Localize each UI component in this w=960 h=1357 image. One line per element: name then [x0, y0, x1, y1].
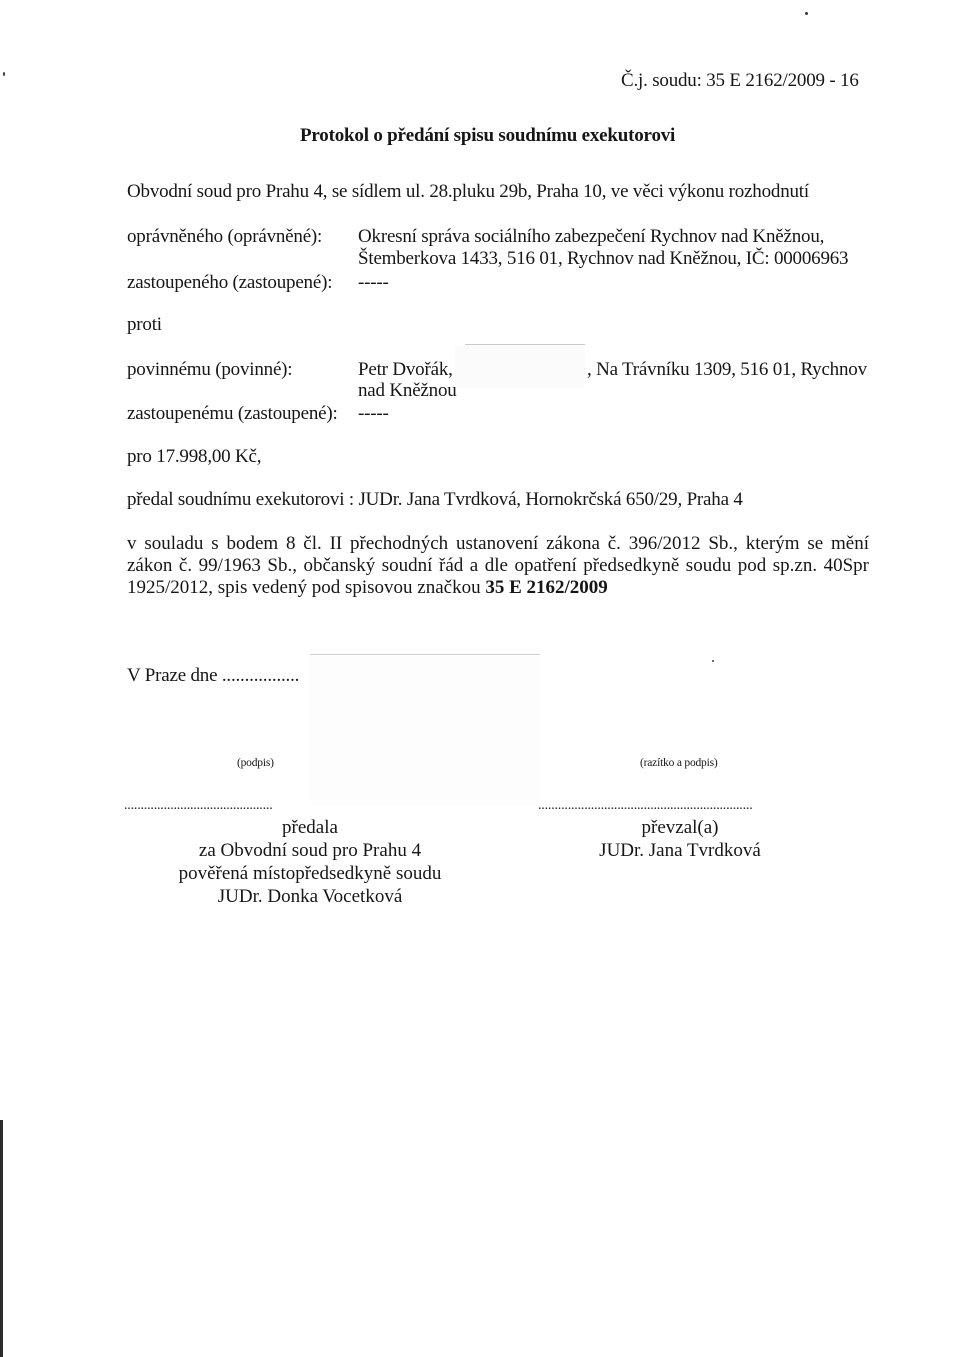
- creditor-name: Okresní správa sociálního zabezpečení Rychnov nad Kněžnou,: [358, 226, 825, 247]
- scan-speck: [805, 12, 808, 15]
- file-mark: 35 E 2162/2009: [485, 577, 608, 598]
- debtor-address-continued: nad Kněžnou: [358, 380, 457, 401]
- scan-edge: [0, 1120, 3, 1357]
- amount: pro 17.998,00 Kč,: [127, 446, 262, 467]
- debtor-rep-value: -----: [358, 403, 389, 424]
- handed-over-by: předala: [282, 817, 338, 838]
- document-title: Protokol o předání spisu soudnímu exekutorovi: [300, 125, 676, 146]
- place-and-date: V Praze dne .................: [127, 665, 300, 686]
- creditor-label: oprávněného (oprávněné):: [127, 226, 323, 247]
- signature-line-left: .............................................: [124, 798, 273, 813]
- redaction-box: [455, 346, 585, 388]
- scan-speck: [712, 660, 714, 662]
- creditor-address: Štemberkova 1433, 516 01, Rychnov nad Kněžnou, IČ: 00006963: [358, 248, 849, 269]
- authorized-role: pověřená místopředsedkyně soudu: [178, 863, 442, 884]
- intro-paragraph: Obvodní soud pro Prahu 4, se sídlem ul. 28.pluku 29b, Praha 10, ve věci výkonu rozhodnutí: [127, 181, 809, 202]
- stamp-area-edge: [310, 654, 540, 655]
- signatory-name-right: JUDr. Jana Tvrdková: [599, 840, 761, 861]
- case-reference: Č.j. soudu: 35 E 2162/2009 - 16: [621, 70, 859, 91]
- signatory-name-left: JUDr. Donka Vocetková: [217, 886, 403, 907]
- legal-paragraph: [127, 533, 869, 599]
- signature-caption-right: (razítko a podpis): [640, 757, 718, 769]
- debtor-name: Petr Dvořák,: [358, 359, 453, 380]
- debtor-label: povinnému (povinné):: [127, 359, 293, 380]
- signature-block-left: [120, 816, 500, 908]
- handover-statement: předal soudnímu exekutorovi : JUDr. Jana Tvrdková, Hornokrčská 650/29, Praha 4: [127, 489, 743, 510]
- signature-line-right: .................................................................: [538, 798, 753, 813]
- on-behalf-of-court: za Obvodní soud pro Prahu 4: [198, 840, 422, 861]
- debtor-address: , Na Trávníku 1309, 516 01, Rychnov: [587, 359, 867, 380]
- scan-speck: [3, 72, 5, 76]
- debtor-rep-label: zastoupenému (zastoupené):: [127, 403, 338, 424]
- stamp-area: [310, 656, 540, 806]
- redaction-edge: [465, 344, 585, 345]
- creditor-rep-label: zastoupeného (zastoupené):: [127, 272, 333, 293]
- proti-label: proti: [127, 314, 162, 335]
- signature-block-right: [520, 816, 840, 862]
- creditor-rep-value: -----: [358, 272, 389, 293]
- legal-text: v souladu s bodem 8 čl. II přechodných ustanovení zákona č. 396/2012 Sb., kterým se mění zákon č. 99/1963 Sb., občanský soudní řád a dle opatření předsedkyně soudu pod sp.zn. 40Spr 1925/2012, spis vedený pod spisovou značkou: [127, 533, 869, 598]
- received-by: převzal(a): [641, 817, 719, 838]
- signature-caption-left: (podpis): [237, 757, 274, 769]
